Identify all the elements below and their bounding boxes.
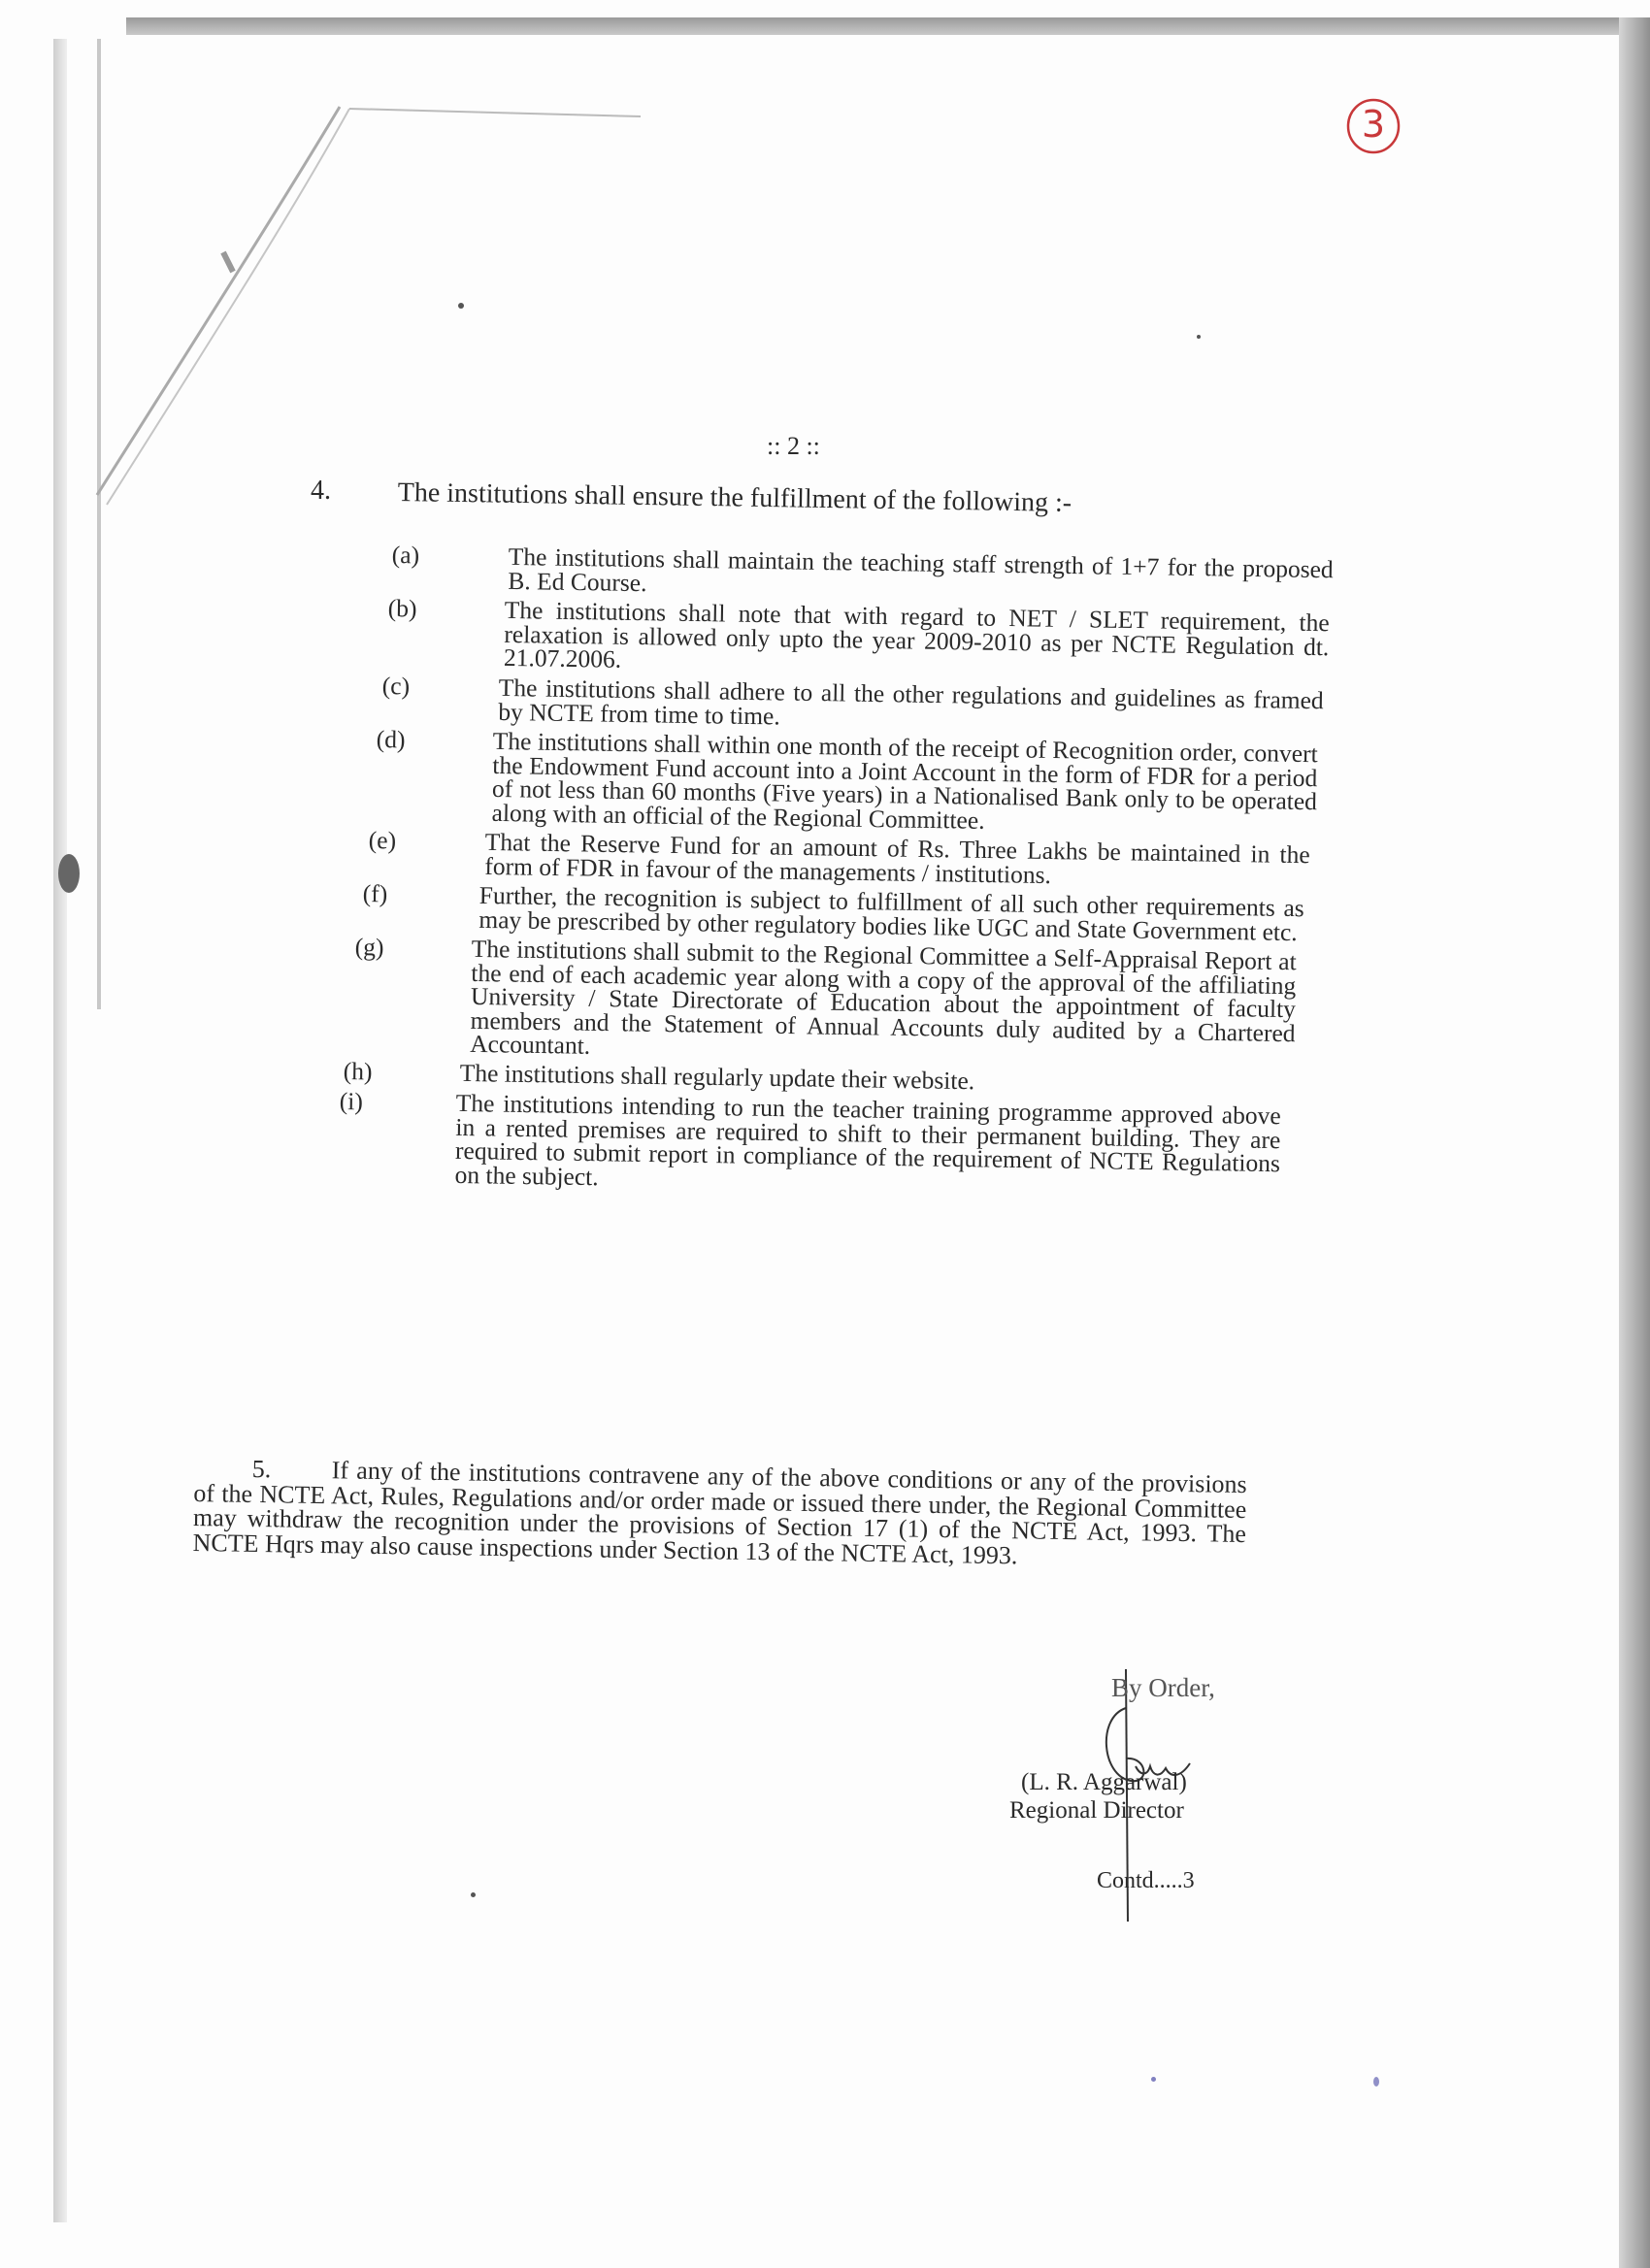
- clause-text: The institutions shall within one month of the receipt of Recognition order, convert the Endowment Fund account into a Joint Account in the form of FDR for a period of not less than 60 months (Five years) in a Nationalised Bank only to be operated along with an official of the Regional Committee.: [491, 726, 1318, 834]
- signer-name: (L. R. Aggarwal): [1021, 1769, 1187, 1795]
- clause-marker: (c): [381, 671, 411, 700]
- page-fold-shadow: [58, 87, 641, 592]
- section-4-clauses: [339, 541, 1334, 1191]
- clause-d: [375, 724, 1319, 838]
- by-order-text: By Order,: [1111, 1673, 1215, 1702]
- section-5-number: 5.: [251, 1454, 272, 1484]
- clause-text: The institutions shall adhere to all the other regulations and guidelines as framed by NCTE from time to time.: [498, 673, 1324, 730]
- scan-speck: [1151, 2077, 1156, 2082]
- scan-speck: [458, 303, 464, 309]
- clause-text: The institutions shall regularly update their website.: [459, 1058, 975, 1096]
- clause-marker: (g): [354, 932, 384, 961]
- clause-marker: (a): [391, 541, 420, 570]
- clause-marker: (f): [362, 878, 388, 907]
- clause-text: The institutions shall submit to the Regional Committee a Self-Appraisal Report at the end of each academic year along with a copy of the approval of the affiliating University / State Directorate of Education about the appointment of faculty members and the Statement of Annual Accounts duly audited by a Chartered Accountant.: [470, 934, 1297, 1060]
- scan-speck: [1197, 335, 1201, 339]
- clause-text: The institutions intending to run the teacher training programme approved above in a rented premises are required to shift to their permanent building. They are required to submit report in compliance of the requirement of NCTE Regulations on the subject.: [454, 1088, 1281, 1191]
- clause-marker: (h): [343, 1057, 373, 1086]
- clause-g: [353, 932, 1320, 1069]
- scan-speck: [1373, 2077, 1379, 2087]
- page-number-mark: [1344, 97, 1402, 155]
- clause-marker: (e): [368, 825, 397, 854]
- clause-text: Further, the recognition is subject to fulfillment of all such other requirements as may be prescribed by other regulatory bodies like UGC and State Government etc.: [478, 880, 1304, 946]
- scan-edge-top: [126, 17, 1621, 35]
- page-number-text: 3: [1361, 103, 1386, 146]
- clause-marker: (d): [376, 724, 406, 753]
- section-5-paragraph: [192, 1456, 1246, 1571]
- page-header-mark: :: 2 ::: [767, 432, 820, 460]
- clause-text: That the Reserve Fund for an amount of Rs. Three Lakhs be maintained in the form of FDR in favour of the managements / institutions.: [484, 827, 1310, 889]
- section-4-number: 4.: [311, 476, 331, 506]
- section-4-intro: The institutions shall ensure the fulfillment of the following :-: [397, 477, 1072, 518]
- continued-mark: Contd.....3: [1097, 1868, 1195, 1893]
- binding-hole-shadow: [58, 854, 80, 893]
- clause-b: [387, 594, 1330, 683]
- scan-edge-right: [1619, 17, 1650, 2268]
- signature-block: [1009, 1669, 1301, 1960]
- clause-marker: (i): [339, 1086, 364, 1115]
- signer-title: Regional Director: [1009, 1797, 1184, 1824]
- clause-text: The institutions shall maintain the teaching staff strength of 1+7 for the proposed B. Ed Course.: [508, 542, 1334, 597]
- clause-marker: (b): [387, 594, 417, 623]
- clause-i: [338, 1086, 1319, 1200]
- clause-text: The institutions shall note that with regard to NET / SLET requirement, the relaxation is allowed only upto the year 2009-2010 as per NCTE Regulation dt. 21.07.2006.: [503, 595, 1330, 674]
- scan-speck: [471, 1892, 476, 1897]
- section-5-text: If any of the institutions contravene any of the above conditions or any of the provisions of the NCTE Act, Rules, Regulations and/or order made or issued there under, the Regional Committee may withdraw the recognition under the provisions of Section 17 (1) of the NCTE Act, 1993. The NCTE Hqrs may also cause inspections under Section 13 of the NCTE Act, 1993.: [192, 1456, 1247, 1569]
